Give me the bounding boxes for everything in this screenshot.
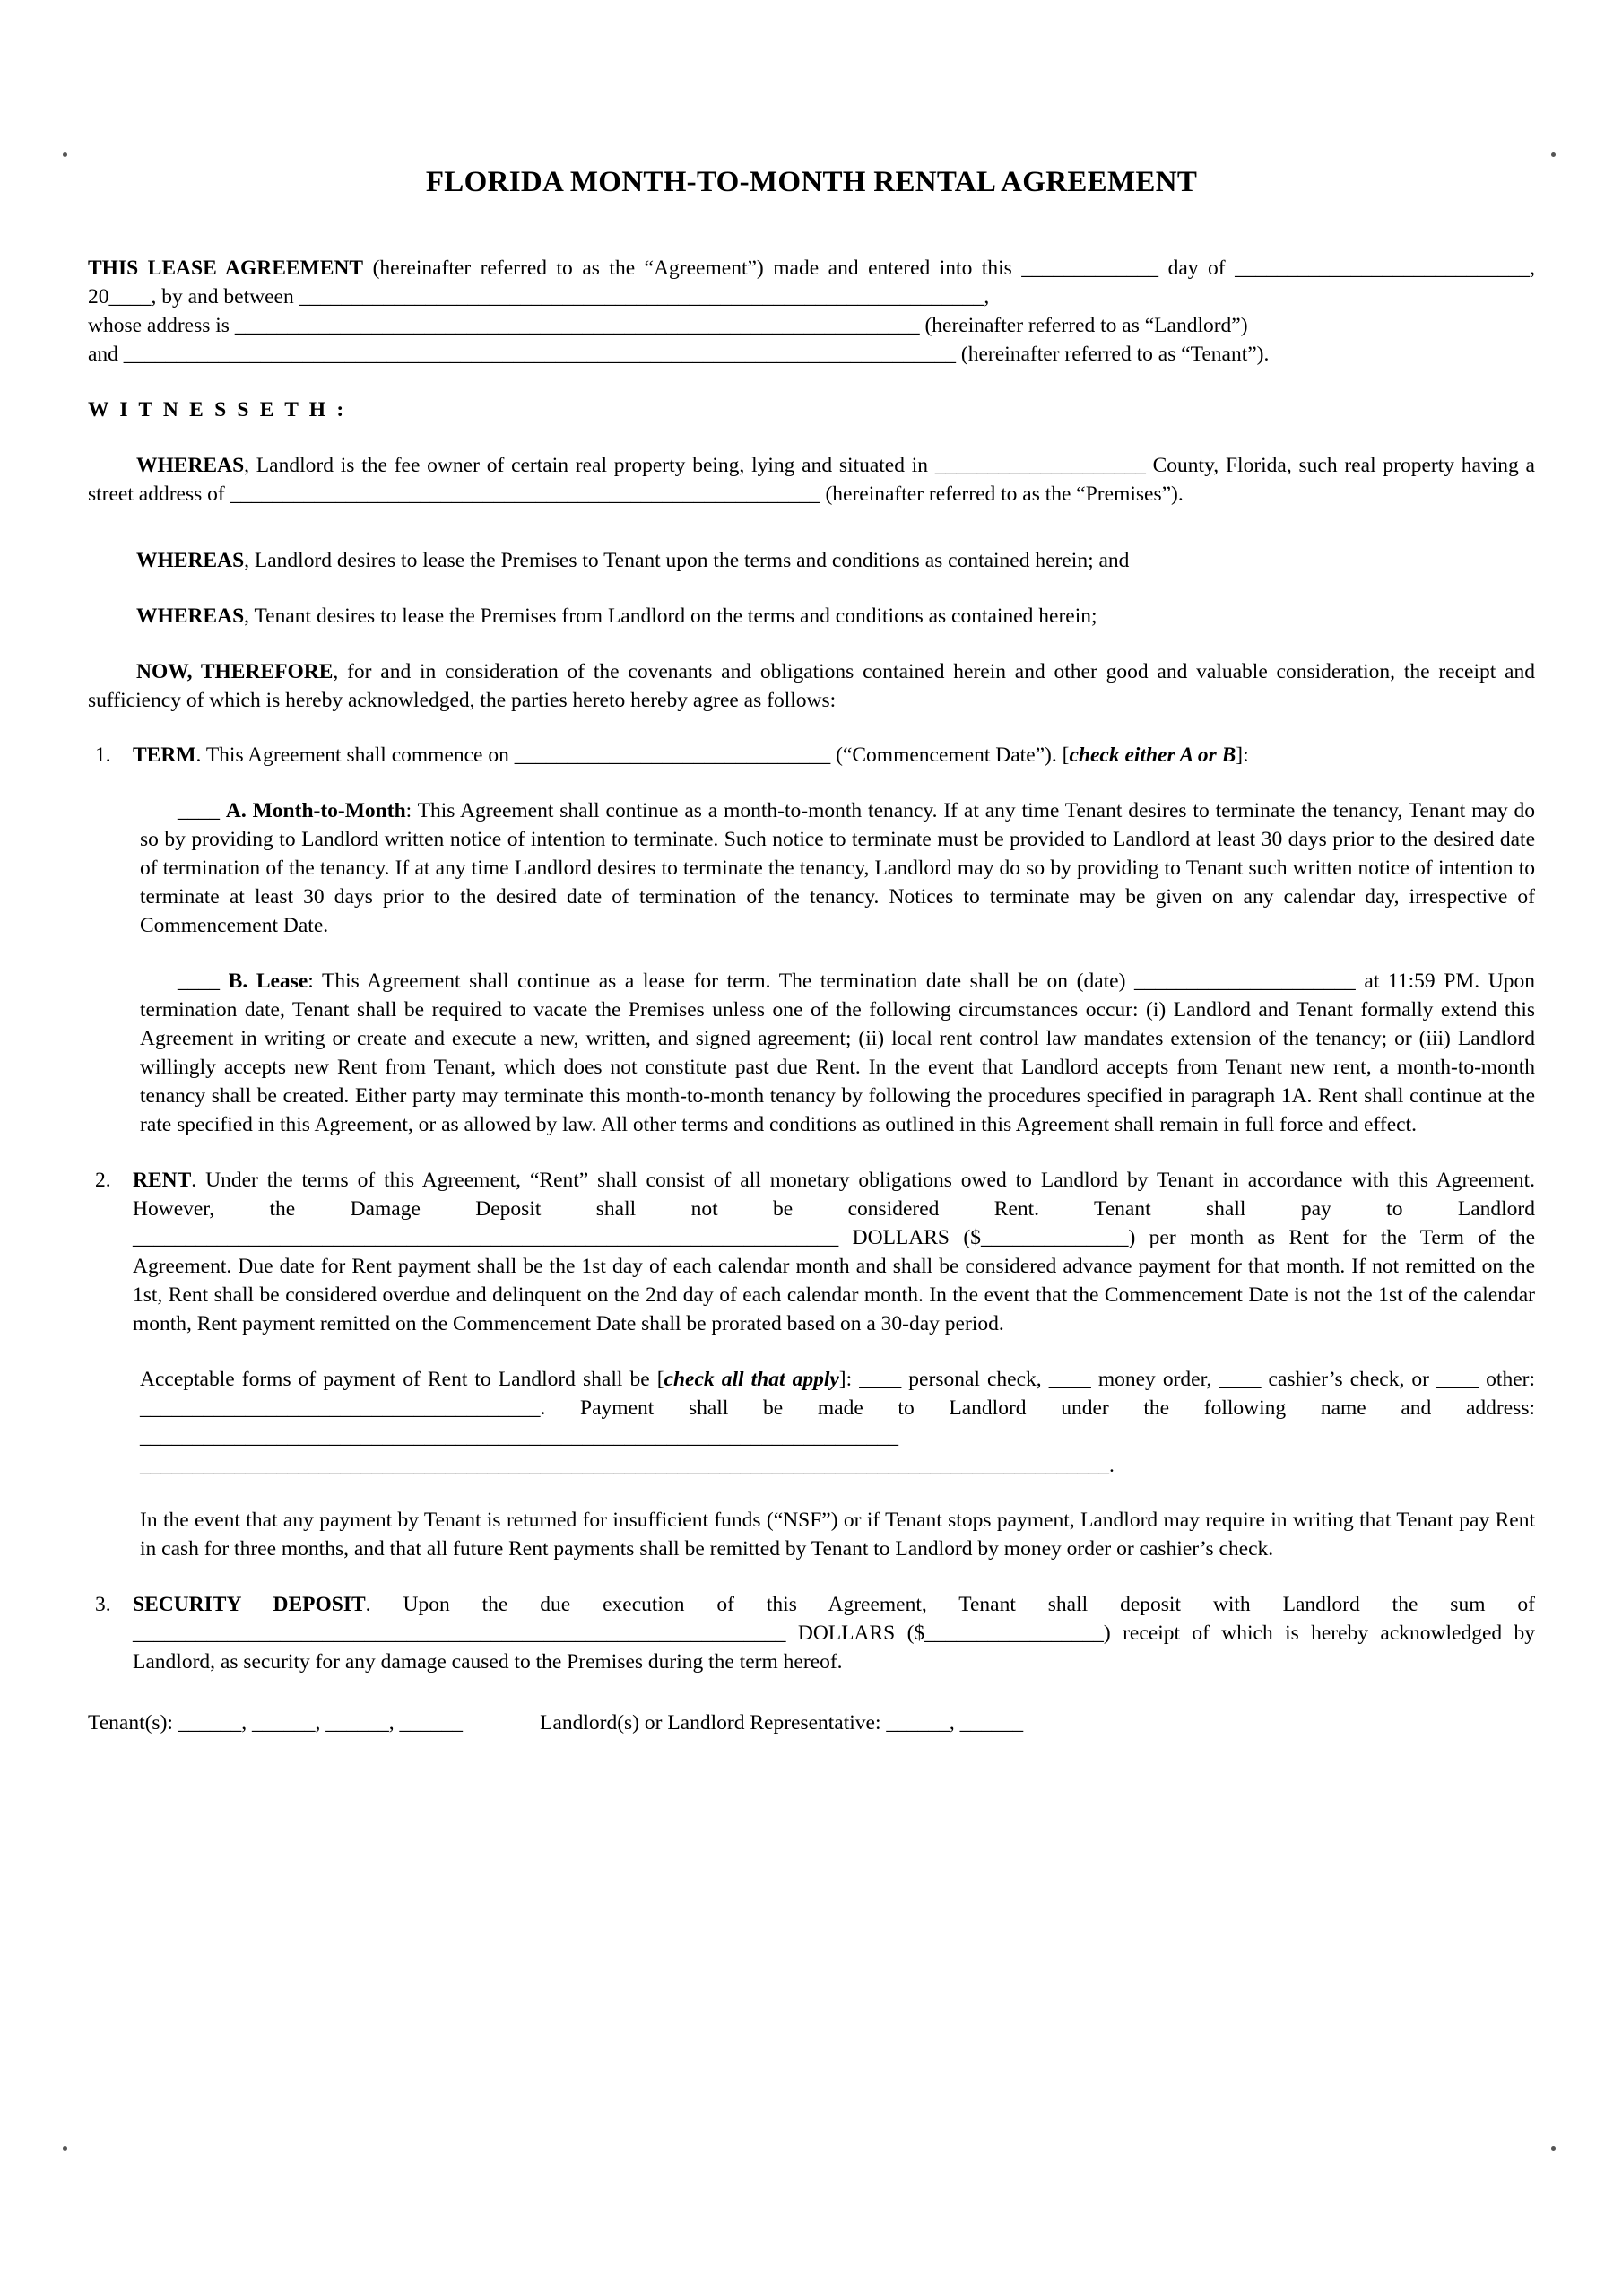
subclause-b-text: : This Agreement shall continue as a lease for term. The termination date shall be on (date) _____________________ at 11:59 PM. Upon termination date, Tenant shall be required to vacate the Premises unless one of the following circumstances occur: (i) Landlord and Tenant formally extend this Agreement in writing or create and execute a new, written, and signed agreement; (ii) local rent control law mandates extension of the tenancy; or (iii) Landlord willingly accepts new Rent from Tenant, which does not constitute past due Rent. In the event that Landlord accepts from Tenant new rent, a month-to-month tenancy shall be created. Either party may terminate this month-to-month tenancy by following the procedures specified in paragraph 1A. Rent shall continue at the rate specified in this Agreement, or as allowed by law. All other terms and conditions as outlined in this Agreement shall remain in full force and effect. (140, 970, 1536, 1136)
clause-term-body (133, 742, 1535, 770)
rent-payment-forms-emphasis: check all that apply (664, 1367, 839, 1391)
document-content (88, 166, 1535, 1735)
witnesseth-heading: W I T N E S S E T H : (88, 397, 347, 422)
intro-line-2-paragraph: whose address is _________________________________________________________________ (hereinafter referred to as “Landlord”) (88, 313, 1248, 337)
subclause-b-label: B. Lease (228, 970, 308, 994)
clause-security-deposit-body (133, 1591, 1535, 1677)
recital-2-lead: WHEREAS (136, 548, 245, 572)
subclause-b-blank[interactable]: ____ (178, 970, 229, 994)
crop-mark-top-right (1551, 152, 1556, 157)
subclause-a-blank[interactable]: ____ (178, 799, 226, 823)
clause-term-emphasis: check either A or B (1069, 744, 1236, 768)
clause-term-heading: TERM (133, 744, 196, 768)
clause-term (88, 742, 1535, 770)
recital-3 (88, 603, 1535, 631)
clause-rent-intro: . Under the terms of this Agreement, “Rent” shall consist of all monetary obligations owed to Landlord by Tenant in accordance with this Agreement. However, the Damage Deposit shall not be considered Rent. Tenant shall pay to Landlord ___________________________________________________________________ DOLLARS ($______________) per month as Rent for the Term of the Agreement. Due date for Rent payment shall be the 1st day of each calendar month and shall be considered advance payment for that month. If not remitted on the 1st, Rent shall be considered overdue and delinquent on the 2nd day of each calendar month. In the event that the Commencement Date is not the 1st of the calendar month, Rent payment remitted on the Commencement Date shall be prorated based on a 30-day period. (133, 1168, 1535, 1335)
recital-4-lead: NOW, THEREFORE (136, 659, 334, 683)
intro-lead-text: THIS LEASE AGREEMENT (88, 257, 364, 280)
recital-3-lead: WHEREAS (136, 604, 245, 628)
recital-2 (88, 547, 1535, 576)
signature-row (88, 1711, 1535, 1735)
page-title: FLORIDA MONTH-TO-MONTH RENTAL AGREEMENT (425, 166, 1198, 198)
rent-nsf-paragraph: In the event that any payment by Tenant is returned for insufficient funds (“NSF”) or if Tenant stops payment, Landlord may require in writing that Tenant pay Rent in cash for three months, and that all future Rent payments shall be remitted by Tenant to Landlord by money order or cashier’s check. (140, 1509, 1535, 1561)
recital-1 (88, 452, 1535, 509)
recital-4 (88, 658, 1535, 716)
recital-4-text: , for and in consideration of the covenants and obligations contained herein and other good and valuable consideration, the receipt and sufficiency of which is hereby acknowledged, the parties hereto hereby agree as follows: (88, 659, 1535, 712)
recital-1-text: , Landlord is the fee owner of certain real property being, lying and situated in ____________________ County, Florida, such real property having a street address of ________________________________________________________ (hereinafter referred to as the “Premises”). (88, 453, 1535, 506)
subclause-lease (140, 968, 1535, 1140)
subclause-a-label: A. Month-to-Month (225, 799, 406, 823)
crop-mark-bottom-left (63, 2146, 67, 2151)
landlord-initials-line[interactable]: Landlord(s) or Landlord Representative: ______, ______ (540, 1711, 1024, 1735)
recital-2-text: , Landlord desires to lease the Premises to Tenant upon the terms and conditions as contained herein; and (244, 548, 1130, 572)
intro-line-3-paragraph: and _______________________________________________________________________________ (hereinafter referred to as “Tenant”). (88, 342, 1270, 366)
rent-payment-forms-pre: Acceptable forms of payment of Rent to Landlord shall be [ (140, 1367, 664, 1391)
clause-security-deposit-number: 3. (95, 1593, 111, 1617)
clause-term-number: 1. (95, 744, 111, 768)
crop-mark-top-left (63, 152, 67, 157)
subclause-month-to-month (140, 797, 1535, 941)
crop-mark-bottom-right (1551, 2146, 1556, 2151)
clause-rent-number: 2. (95, 1168, 111, 1192)
recital-1-lead: WHEREAS (136, 453, 245, 477)
clause-term-intro: . This Agreement shall commence on ______________________________ (“Commencement Date”). [ (195, 744, 1070, 768)
clause-security-deposit-heading: SECURITY DEPOSIT (133, 1593, 366, 1617)
clause-security-deposit (88, 1591, 1535, 1677)
rent-payment-forms-paragraph (140, 1366, 1535, 1481)
clause-term-intro-tail: ]: (1236, 744, 1249, 768)
rent-payment-forms-post: ]: ____ personal check, ____ money order, ____ cashier’s check, or ____ other: ______________________________________. Payment shall be made to Landlord under the following name and address: ________________________________________________________________________ ____________________________________________________________________________________________. (140, 1367, 1535, 1477)
tenant-initials-line[interactable]: Tenant(s): ______, ______, ______, ______ (88, 1711, 464, 1735)
recital-3-text: , Tenant desires to lease the Premises from Landlord on the terms and conditions as contained herein; (244, 604, 1097, 628)
intro-line-1: (hereinafter referred to as the “Agreement”) made and entered into this _____________ day of ____________________________, 20____, by and between _________________________________________________________________, (88, 257, 1535, 309)
clause-rent (88, 1167, 1535, 1339)
clause-rent-heading: RENT (133, 1168, 192, 1192)
subclause-a-text: : This Agreement shall continue as a month-to-month tenancy. If at any time Tenant desires to terminate the tenancy, Tenant may do so by providing to Landlord written notice of intention to terminate. Such notice to terminate must be provided to Landlord at least 30 days prior to the desired date of termination of the tenancy. If at any time Landlord desires to terminate the tenancy, Landlord may do so by providing to Tenant such written notice of intention to terminate at least 30 days prior to the desired date of termination of the tenancy. Notices to terminate may be given on any calendar day, irrespective of Commencement Date. (140, 799, 1535, 938)
clause-security-deposit-intro: . Upon the due execution of this Agreement, Tenant shall deposit with Landlord the sum of ______________________________________________________________ DOLLARS ($_________________) receipt of which is hereby acknowledged by Landlord, as security for any damage caused to the Premises during the term hereof. (133, 1593, 1535, 1674)
clause-rent-body (133, 1167, 1535, 1339)
intro-paragraph (88, 255, 1535, 312)
